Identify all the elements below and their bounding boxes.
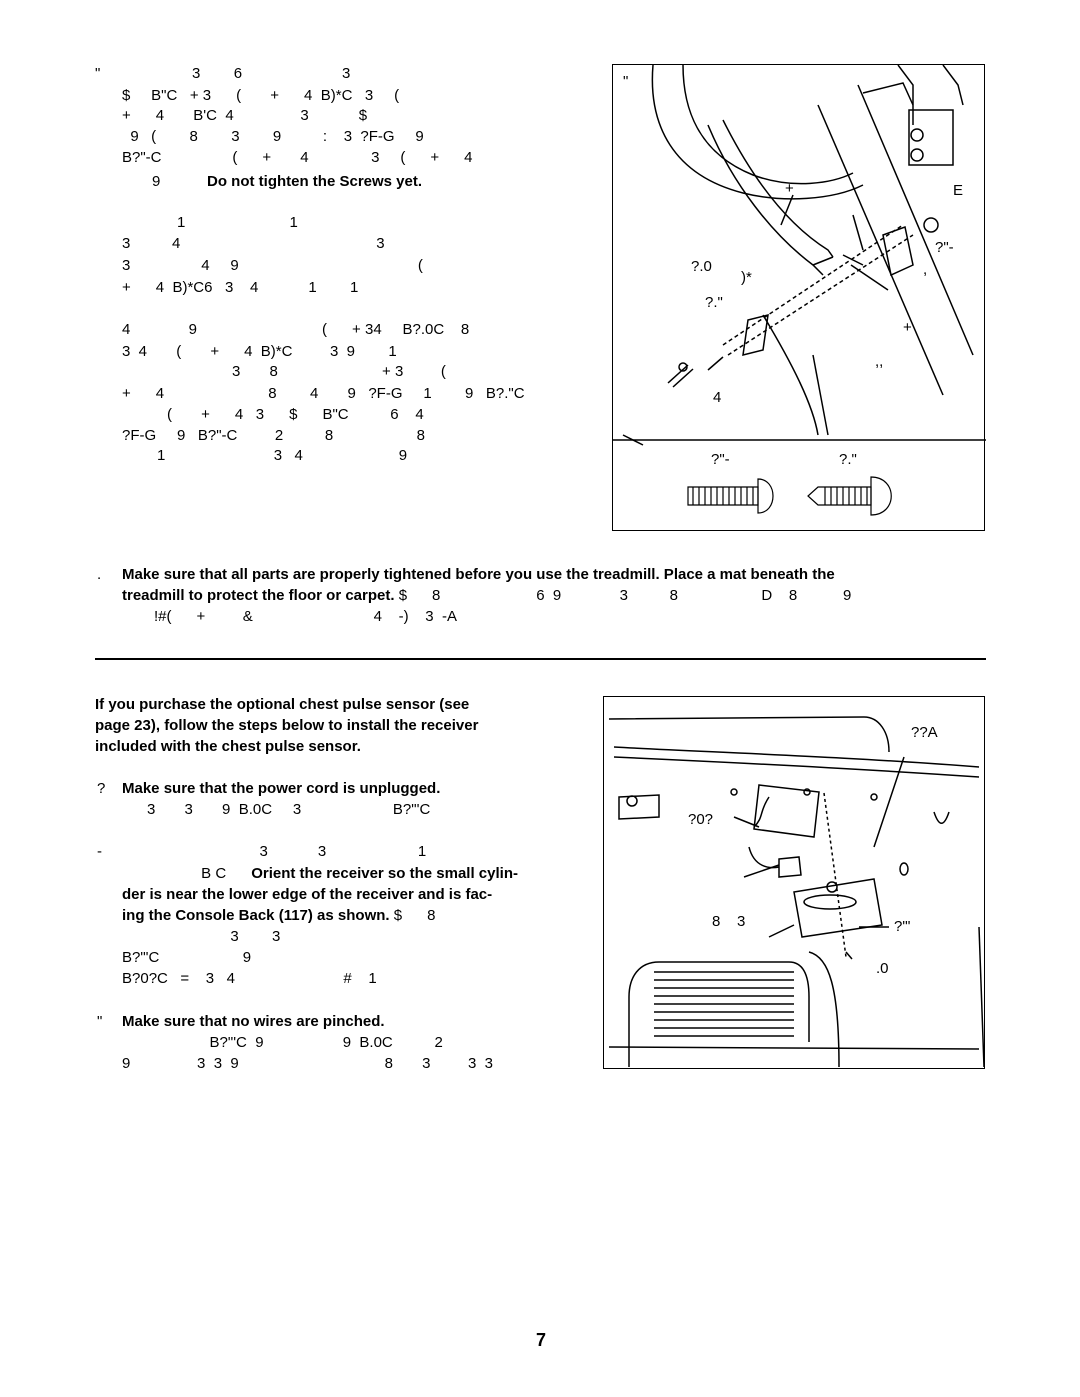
step2-line7: B?0?C = 3 4 # 1 [122,970,377,987]
step2-number: - [97,843,102,860]
step5-para3-line: 3 8 + 3 ( [232,363,446,380]
step3-bold: Make sure that no wires are pinched. [122,1013,385,1030]
intro-line: page 23), follow the steps below to install the receiver [95,717,479,734]
step2-line1: 3 3 1 [122,843,427,860]
step5-para3-line: + 4 8 4 9 ?F-G 1 9 B?."C [122,385,525,402]
step5-para3-line: ( + 4 3 $ B"C 6 4 [167,406,424,423]
step5-line: $ B"C + 3 ( + 4 B)*C 3 ( [122,87,400,104]
callout-label: , [923,261,928,278]
step2-bold: der is near the lower edge of the receiver and is fac- [122,886,493,903]
step6-bold-line: treadmill to protect the floor or carpet. [122,587,395,604]
callout-label: ?"- [935,239,954,256]
callout-label: + [903,319,912,336]
step5-para3-line: 3 4 ( + 4 B)*C 3 9 1 [122,343,397,360]
step2-line2 [122,864,518,883]
step5-para3-line: 1 3 4 9 [157,447,408,464]
callout-label: ,, [875,353,884,370]
step2-prefix: B C [122,865,227,882]
step6-number: . [97,566,102,583]
step5-para3-line: ?F-G 9 B?"-C 2 8 8 [122,427,425,444]
step2-line6: B?"'C 9 [122,949,252,966]
callout-label: ??A [911,724,938,741]
figure1-top-label: " [623,73,629,90]
legend-label: ?." [839,451,857,468]
step2-line4 [122,906,435,925]
console-drawing [604,697,986,1070]
step6-line3: !#( + & 4 -) 3 -A [154,608,457,625]
callout-label: + [785,180,794,197]
callout-label: )* [741,269,752,286]
step5-para2-line: 3 4 3 [122,235,385,252]
figure-receiver-install [603,696,985,1069]
step5-para3-line: 4 9 ( + 34 B?.0C 8 [122,321,470,338]
step1-number: ? [97,780,106,797]
upright-drawing [613,65,986,532]
step3-line2: B?"'C 9 9 B.0C 2 [122,1034,443,1051]
step5-para2-line: 1 1 [177,214,298,231]
callout-label: 8 3 [712,913,746,930]
step5-warning: Do not tighten the Screws yet. [207,173,423,190]
step5-line: " 3 6 3 [95,65,351,82]
intro-line: included with the chest pulse sensor. [95,738,361,755]
step3-number: " [97,1013,103,1030]
step2-tail: $ 8 [389,907,436,924]
callout-label: E [953,182,964,199]
step2-bold: ing the Console Back (117) as shown. [122,907,390,924]
step5-line: + 4 B'C 4 3 $ [122,107,368,124]
callout-label: ?"' [894,918,911,935]
section-divider [95,658,986,660]
step6-bold-line: Make sure that all parts are properly tightened before you use the treadmill. Place a mat beneath the [122,566,835,583]
figure-upright-assembly [612,64,985,531]
intro-line: If you purchase the optional chest pulse sensor (see [95,696,470,713]
callout-label: ?." [705,294,723,311]
step1-bold: Make sure that the power cord is unplugged. [122,780,441,797]
legend-label: ?"- [711,451,730,468]
step6-line2 [122,586,851,605]
step6-tail: $ 8 6 9 3 8 D 8 9 [394,587,852,604]
step5-line: B?"-C ( + 4 3 ( + 4 [122,149,473,166]
step5-bold-prefix: 9 [152,173,161,190]
step5-para2-line: + 4 B)*C6 3 4 1 1 [122,279,359,296]
callout-label: ?.0 [691,258,712,275]
callout-label: ?0? [688,811,714,828]
step5-para2-line: 3 4 9 ( [122,257,423,274]
page-number: 7 [536,1330,547,1350]
step1-line2: 3 3 9 B.0C 3 B?"'C [147,801,431,818]
step2-line5: 3 3 [122,928,281,945]
step2-bold: Orient the receiver so the small cylin- [251,865,518,882]
callout-label: .0 [876,960,889,977]
step5-line: 9 ( 8 3 9 : 3 ?F-G 9 [122,128,424,145]
screw-legend-drawing [688,477,891,515]
callout-label: 4 [713,389,722,406]
step3-line3: 9 3 3 9 8 3 3 3 [122,1055,493,1072]
